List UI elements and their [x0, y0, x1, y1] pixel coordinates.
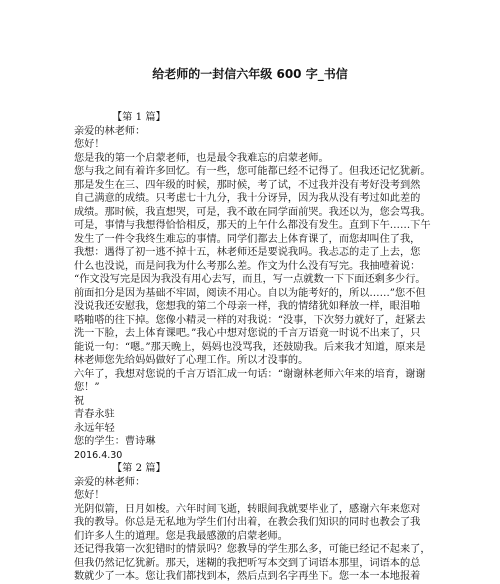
text-line: 2016.4.30 [74, 449, 123, 461]
text-line: 前面扣分是因为基础不牢固，阅读不用心。自以为能考好的，所以……”您不但 [74, 287, 426, 299]
text-line: 能说一句：“嗯。”那天晚上，妈妈也没骂我，还鼓励我。后来我才知道，原来是 [74, 341, 426, 353]
text-line: 我想：遇得了初一逃不掉十五，林老师还是要说我吗。我忐忑的走了上去，您 [74, 247, 421, 258]
text-line: 您！” [74, 382, 100, 393]
text-line: 亲爱的林老师： [74, 476, 146, 488]
text-line: 光阴似箭，日月如梭。六年时间飞逝，转眼间我就要毕业了，感谢六年来您对 [74, 503, 421, 515]
text-line: 永远年轻 [74, 422, 115, 434]
text-line: 洗一下脸，去上体育课吧。”我心中想对您说的千言万语竟一时说不出来了，只 [74, 328, 421, 339]
text-line: 您好！ [74, 490, 105, 501]
text-line: 自己满意的成绩。只考虑七十九分，我十分讶异，因为我从没有考过如此差的 [74, 193, 421, 204]
text-line: 亲爱的林老师： [74, 125, 146, 137]
text-line: “作文没写完是因为我没有用心去写，而且，写一点就数一下下面还剩多少行。 [74, 274, 426, 285]
text-line: 您是我的第一个启蒙老师，也是最令我难忘的启蒙老师。 [74, 152, 329, 164]
text-line: 【第 2 篇】 [112, 463, 166, 474]
text-line: 发生了一件令我终生难忘的事情。同学们都去上体育课了，而您却叫住了我， [74, 233, 421, 245]
text-line: 我的教导。你总是无私地为学生们付出着，在教会我们知识的同时也教会了我 [74, 517, 421, 528]
text-line: 成绩。那时候，我直想哭，可是，我不敢在同学面前哭。我还以为，您会骂我。 [74, 206, 431, 218]
text-line: 可是，事情与我想得恰恰相反，那天的上午什么都没有发生。直到下午……下午 [74, 220, 431, 231]
text-line: 们许多人生的道理。您是我最感激的启蒙老师。 [74, 530, 288, 542]
text-line: 林老师您先给妈妈做好了心理工作。所以才没事的。 [74, 355, 309, 366]
text-line: 那是发生在三、四年级的时候，那时候，考了试，不过我并没有考好没考到然 [74, 179, 421, 191]
text-line: 嗒啪嗒的往下掉。您像小精灵一样的对我说：“没事，下次努力就好了，赶紧去 [74, 314, 426, 326]
text-line: 您好！ [74, 139, 105, 150]
text-line: 您与我之间有着许多回忆。有一些，您可能都已经不记得了。但我还记忆犹新。 [74, 166, 431, 177]
text-line: 青春永驻 [74, 409, 115, 420]
text-line: 祝 [74, 395, 85, 407]
text-line: 但我仍然记忆犹新。那天，迷糊的我把听写本交到了词语本那里，词语本的总 [74, 557, 421, 569]
text-line: 【第 1 篇】 [112, 112, 166, 123]
text-line: 没说我还安慰我，您想我的第二个母亲一样，我的情绪犹如释放一样，眼泪啪 [74, 301, 421, 312]
text-line: 六年了，我想对您说的千言万语汇成一句话：“谢谢林老师六年来的培育，谢谢 [74, 368, 426, 380]
text-line: 您的学生：曹诗琳 [74, 436, 156, 447]
document-body [74, 111, 434, 584]
text-line: 什么也没说，而是问我为什么考那么差。作文为什么没有写完。我抽噎着说： [74, 260, 421, 272]
document-title: 给老师的一封信六年级 600 字_书信 [152, 67, 348, 81]
text-line: 还记得我第一次犯错时的情景吗？您教导的学生那么多，可能已经记不起来了， [74, 544, 431, 555]
text-line: 数就少了一本。您让我们都找到本，然后点到名字再坐下。您一本一本地报着 [74, 571, 421, 582]
